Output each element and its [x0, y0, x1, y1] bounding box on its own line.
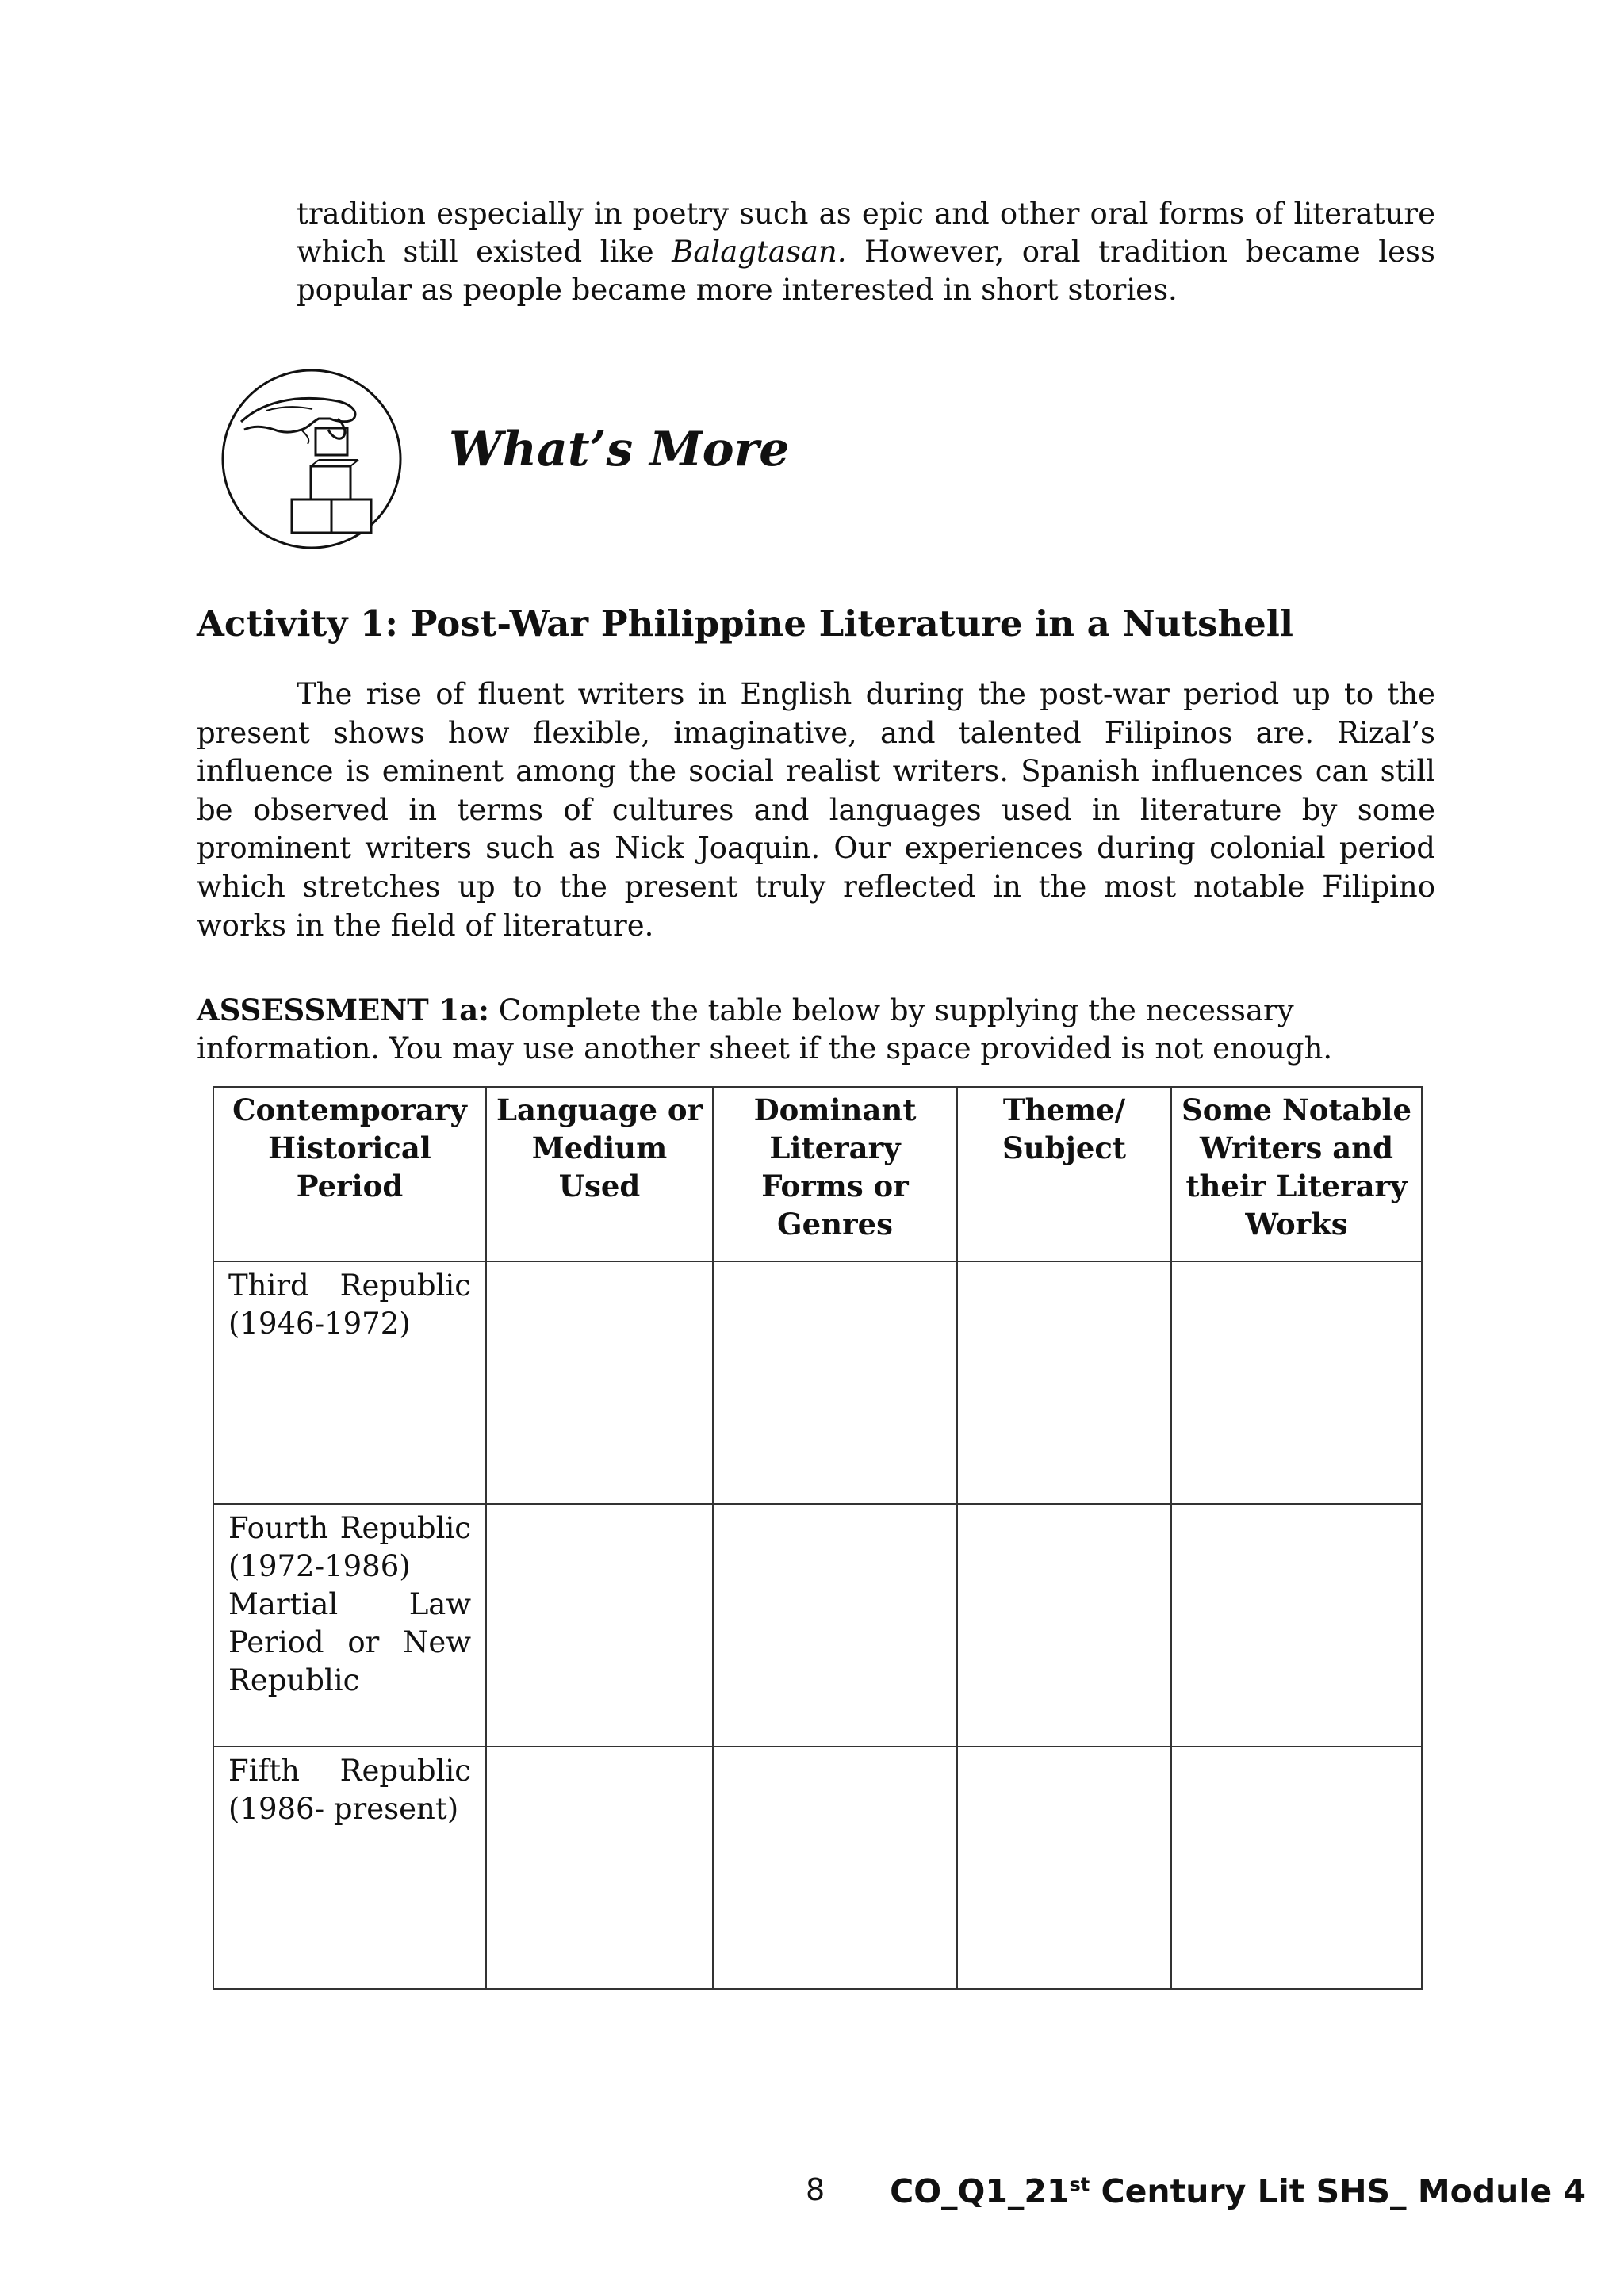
activity-paragraph: The rise of fluent writers in English during the post-war period up to the present shows how flexible, imaginative, and talented Filipinos are. Rizal’s influence is eminent among the social realist writers. Spanish influences can still be observed in terms of cultures and languages used in literature by some prominent writers such as Nick Joaquin. Our experiences during colonial period which stretches up to the present truly reflected in the most notable Filipino works in the field of literature. — [197, 677, 1435, 943]
answer-cell-language[interactable] — [486, 1261, 713, 1504]
header-notable-writers: Some Notable Writers and their Literary Works — [1171, 1087, 1422, 1261]
intro-paragraph — [297, 195, 1435, 309]
answer-cell-writers[interactable] — [1171, 1747, 1422, 1989]
answer-cell-writers[interactable] — [1171, 1504, 1422, 1747]
assessment-text: Complete the table below by supplying the necessary information. You may use another sheet if the space provided is not enough. — [197, 993, 1333, 1066]
header-literary-forms: Dominant Literary Forms or Genres — [713, 1087, 957, 1261]
answer-cell-theme[interactable] — [957, 1504, 1171, 1747]
intro-text: tradition especially in poetry such as epic and other oral forms of literature which still existed like — [297, 197, 1435, 269]
table-row — [213, 1261, 1422, 1504]
header-language-medium: Language or Medium Used — [486, 1087, 713, 1261]
answer-cell-language[interactable] — [486, 1504, 713, 1747]
module-code — [890, 2172, 1586, 2210]
intro-text-end: However, oral tradition became less popular as people became more interested in short stories. — [297, 235, 1435, 307]
answer-cell-theme[interactable] — [957, 1261, 1171, 1504]
section-title: What’s More — [449, 422, 790, 477]
table-header-row — [213, 1087, 1422, 1261]
module-code-prefix: CO_Q1_21 — [890, 2172, 1070, 2210]
answer-cell-writers[interactable] — [1171, 1261, 1422, 1504]
answer-cell-theme[interactable] — [957, 1747, 1171, 1989]
table-row — [213, 1504, 1422, 1747]
assessment-label: ASSESSMENT 1a: — [197, 993, 489, 1027]
page-number: 8 — [806, 2172, 825, 2207]
answer-cell-forms[interactable] — [713, 1747, 957, 1989]
intro-italic-term: Balagtasan. — [672, 235, 847, 269]
hand-stacking-blocks-icon — [219, 366, 404, 552]
period-cell: Third Republic (1946-1972) — [213, 1261, 486, 1504]
header-historical-period: Contemporary Historical Period — [213, 1087, 486, 1261]
period-cell: Fifth Republic (1986- present) — [213, 1747, 486, 1989]
answer-cell-forms[interactable] — [713, 1261, 957, 1504]
activity-title: Activity 1: Post-War Philippine Literature in a Nutshell — [197, 603, 1293, 645]
answer-cell-forms[interactable] — [713, 1504, 957, 1747]
assessment-instructions — [197, 991, 1435, 1068]
table-row — [213, 1747, 1422, 1989]
module-code-superscript: st — [1069, 2173, 1090, 2196]
period-cell: Fourth Republic (1972-1986) Martial Law Period or New Republic — [213, 1504, 486, 1747]
assessment-table — [213, 1086, 1423, 1990]
module-code-suffix: Century Lit SHS_ Module 4 — [1090, 2172, 1586, 2210]
header-theme-subject: Theme/ Subject — [957, 1087, 1171, 1261]
answer-cell-language[interactable] — [486, 1747, 713, 1989]
